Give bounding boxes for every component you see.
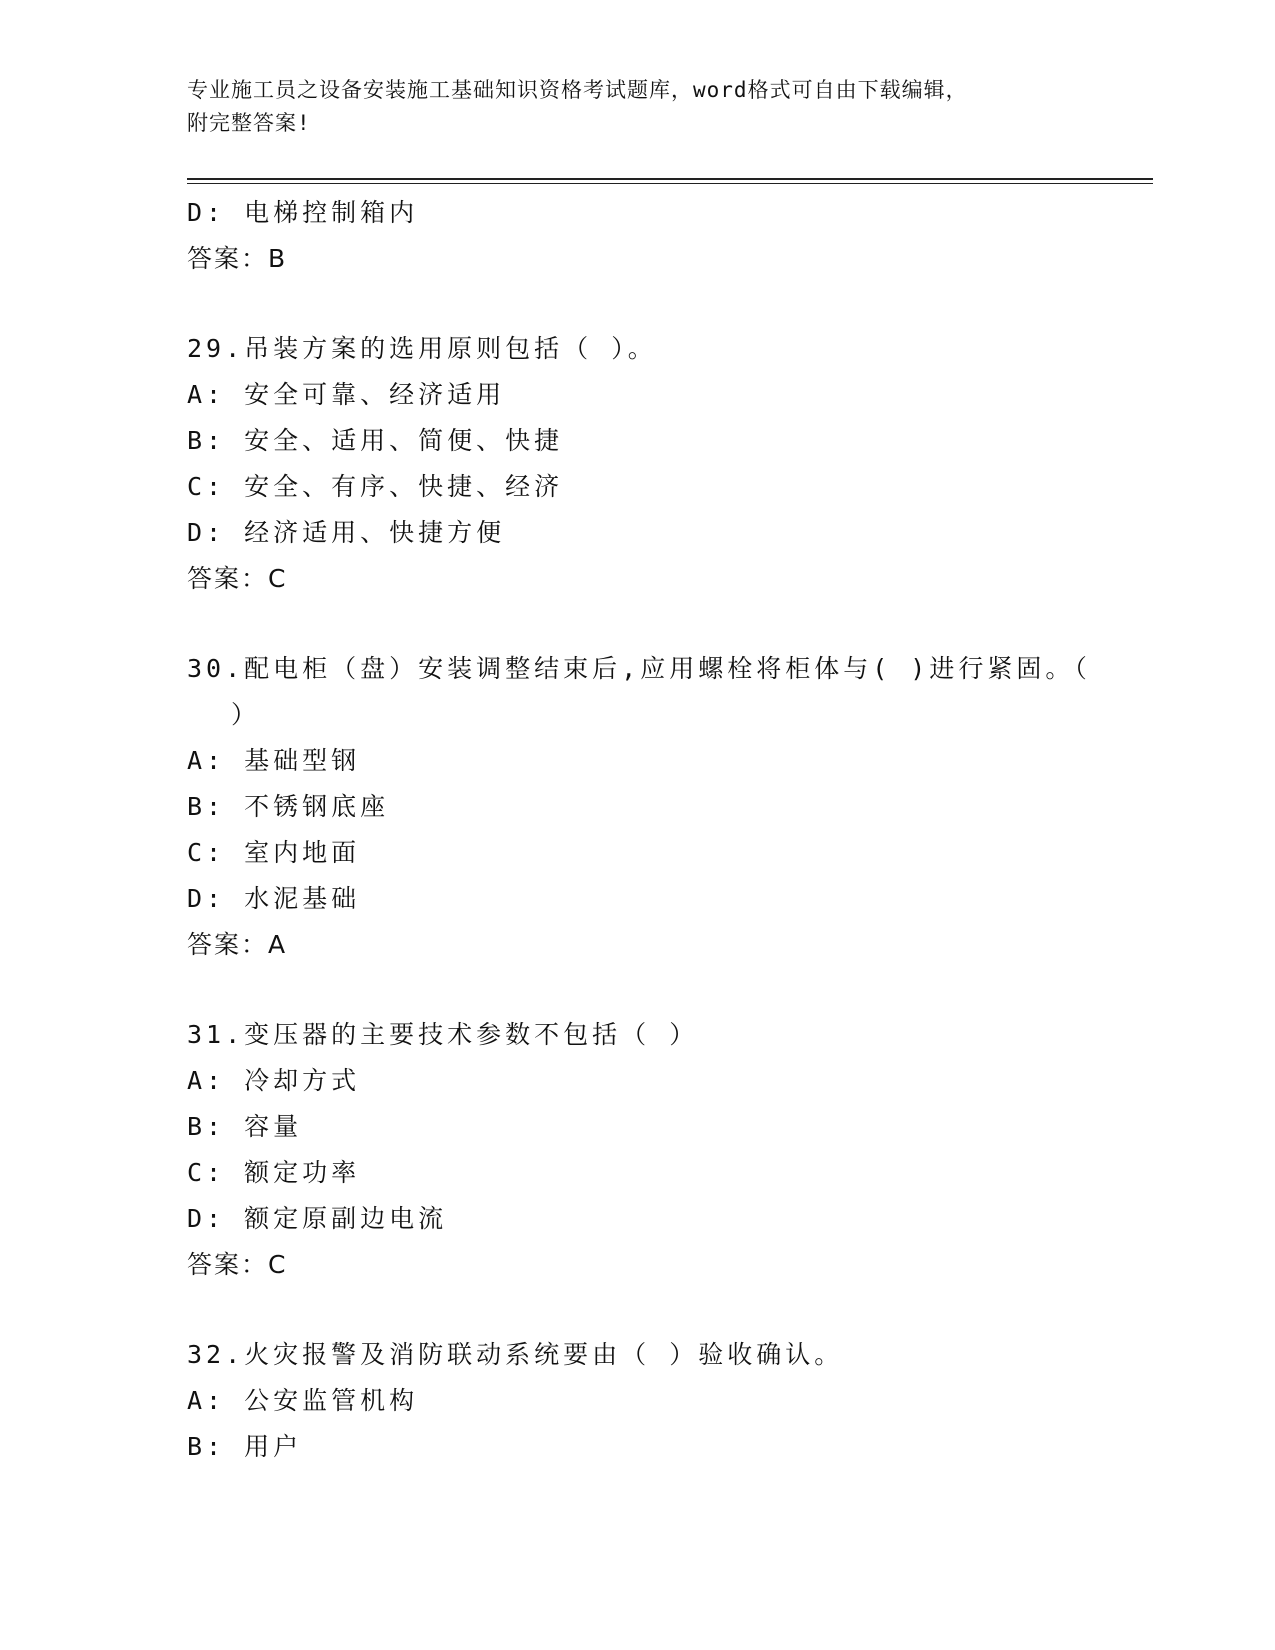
option-d: D: 电梯控制箱内 — [187, 198, 419, 227]
document-header — [187, 74, 1087, 140]
question-block-29 — [187, 326, 1087, 602]
option-b: B: 用户 — [187, 1432, 303, 1461]
question-block-28 — [187, 190, 1087, 282]
question-block-30 — [187, 646, 1091, 968]
header-divider-thin — [187, 183, 1153, 184]
answer: 答案：C — [187, 564, 288, 593]
option-b: B: 不锈钢底座 — [187, 792, 390, 821]
question-text: 30.配电柜（盘）安装调整结束后,应用螺栓将柜体与( )进行紧固。（ — [187, 654, 1091, 683]
question-text-continued: ） — [231, 700, 261, 729]
header-line-2: 附完整答案! — [187, 111, 311, 135]
question-block-32 — [187, 1332, 1087, 1470]
option-a: A: 基础型钢 — [187, 746, 361, 775]
question-text: 32.火灾报警及消防联动系统要由（ ）验收确认。 — [187, 1340, 844, 1369]
option-c: C: 额定功率 — [187, 1158, 361, 1187]
option-a: A: 冷却方式 — [187, 1066, 361, 1095]
option-b: B: 容量 — [187, 1112, 303, 1141]
option-d: D: 水泥基础 — [187, 884, 361, 913]
answer: 答案：C — [187, 1250, 288, 1279]
option-d: D: 额定原副边电流 — [187, 1204, 448, 1233]
option-c: C: 安全、有序、快捷、经济 — [187, 472, 564, 501]
option-c: C: 室内地面 — [187, 838, 361, 867]
answer: 答案：A — [187, 930, 288, 959]
question-block-31 — [187, 1012, 1087, 1288]
header-divider — [187, 178, 1153, 180]
answer: 答案：B — [187, 244, 288, 273]
question-text: 29.吊装方案的选用原则包括（ ）。 — [187, 334, 657, 363]
header-line-1: 专业施工员之设备安装施工基础知识资格考试题库，word格式可自由下载编辑， — [187, 78, 968, 102]
option-a: A: 安全可靠、经济适用 — [187, 380, 506, 409]
question-list — [187, 190, 1091, 1470]
question-text: 31.变压器的主要技术参数不包括（ ） — [187, 1020, 699, 1049]
option-d: D: 经济适用、快捷方便 — [187, 518, 506, 547]
option-b: B: 安全、适用、简便、快捷 — [187, 426, 564, 455]
option-a: A: 公安监管机构 — [187, 1386, 419, 1415]
